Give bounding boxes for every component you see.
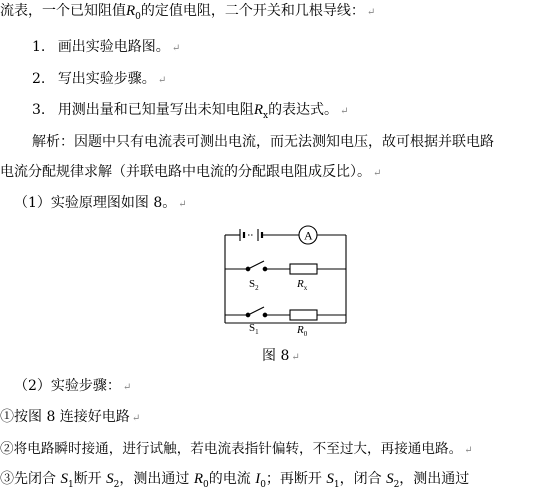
r0-subscript: 0 (135, 11, 141, 22)
caption-text: 图 8 (262, 348, 290, 364)
s2-label: $S_2$ (249, 278, 259, 292)
analysis-text: 解析：因题中只有电流表可测出电流，而无法测知电压，故可根据并联电路 (32, 134, 494, 150)
step-text: 的电流 (208, 471, 256, 487)
return-mark: ↵ (122, 382, 132, 393)
subscript: 1 (333, 479, 340, 490)
analysis-line-1 (32, 133, 494, 151)
return-mark: ↵ (131, 413, 141, 424)
step-text: ②将电路瞬时接通，进行试触，若电流表指针偏转，不至过大，再接通电路。 (0, 441, 463, 457)
step-text: ，测出通过 (399, 471, 470, 487)
circuit-diagram (222, 221, 352, 343)
rx-symbol: R (253, 102, 263, 118)
step1-heading (14, 194, 187, 214)
return-mark: ↵ (178, 199, 187, 210)
question-text: 写出实验步骤。 (57, 71, 156, 87)
step-text: 断开 (73, 471, 107, 487)
return-mark: ↵ (464, 445, 473, 456)
step-2 (0, 440, 473, 460)
r0-symbol: R (126, 3, 136, 19)
step-text: ；再断开 (265, 471, 327, 487)
question-number: 1. (32, 39, 46, 55)
step-text: ，闭合 (339, 471, 387, 487)
question-1 (32, 38, 180, 58)
return-mark: ↵ (157, 75, 167, 86)
s2-symbol: S (386, 471, 394, 487)
intro-line (0, 2, 375, 26)
r0-label: $R_0$ (297, 324, 308, 338)
switch-s1-icon (248, 307, 264, 315)
heading-text: （1）实验原理图如图 8。 (14, 195, 177, 211)
s1-label: $S_1$ (249, 322, 259, 336)
r0-symbol: R (193, 471, 203, 487)
return-mark: ↵ (366, 7, 376, 18)
subscript: 0 (260, 479, 266, 490)
s1-symbol: S (60, 471, 68, 487)
step-1 (0, 408, 140, 428)
question-number: 3. (32, 102, 46, 118)
switch-s2-icon (248, 261, 264, 269)
figure-caption (262, 347, 300, 367)
question-text: 画出实验电路图。 (57, 39, 170, 55)
step2-heading (14, 377, 131, 397)
return-mark: ↵ (340, 106, 349, 117)
subscript: 2 (113, 479, 120, 490)
return-mark: ↵ (171, 43, 181, 54)
subscript: 2 (393, 479, 400, 490)
return-mark: ↵ (373, 168, 382, 179)
step-text: ，测出通过 (119, 471, 194, 487)
intro-text-b: 的定值电阻，二个开关和几根导线： (140, 3, 365, 19)
i0-symbol: I (255, 471, 261, 487)
intro-text-a: 流表，一个已知阻值 (0, 3, 126, 19)
resistor-r0-icon (290, 310, 317, 320)
step-text: ③先闭合 (0, 471, 61, 487)
question-text: 用测出量和已知量写出未知电阻 (57, 102, 254, 118)
step-text: ①按图 8 连接好电路 (0, 409, 130, 425)
question-text-tail: 的表达式。 (268, 102, 339, 118)
rx-label: $R_x$ (297, 278, 308, 292)
analysis-line-2 (0, 163, 381, 183)
return-mark: ↵ (291, 352, 300, 363)
ammeter-label: A (304, 228, 313, 243)
rx-subscript: x (262, 110, 269, 121)
heading-text: （2）实验步骤： (14, 378, 121, 394)
step-3 (0, 470, 469, 494)
subscript: 0 (203, 479, 209, 490)
s2-symbol: S (106, 471, 114, 487)
question-number: 2. (32, 71, 46, 87)
subscript: 1 (67, 479, 74, 490)
question-3 (32, 101, 348, 125)
question-2 (32, 70, 166, 90)
resistor-rx-icon (290, 264, 317, 274)
s1-symbol: S (326, 471, 334, 487)
analysis-text: 电流分配规律求解（并联电路中电流的分配跟电阻成反比）。 (0, 164, 371, 180)
